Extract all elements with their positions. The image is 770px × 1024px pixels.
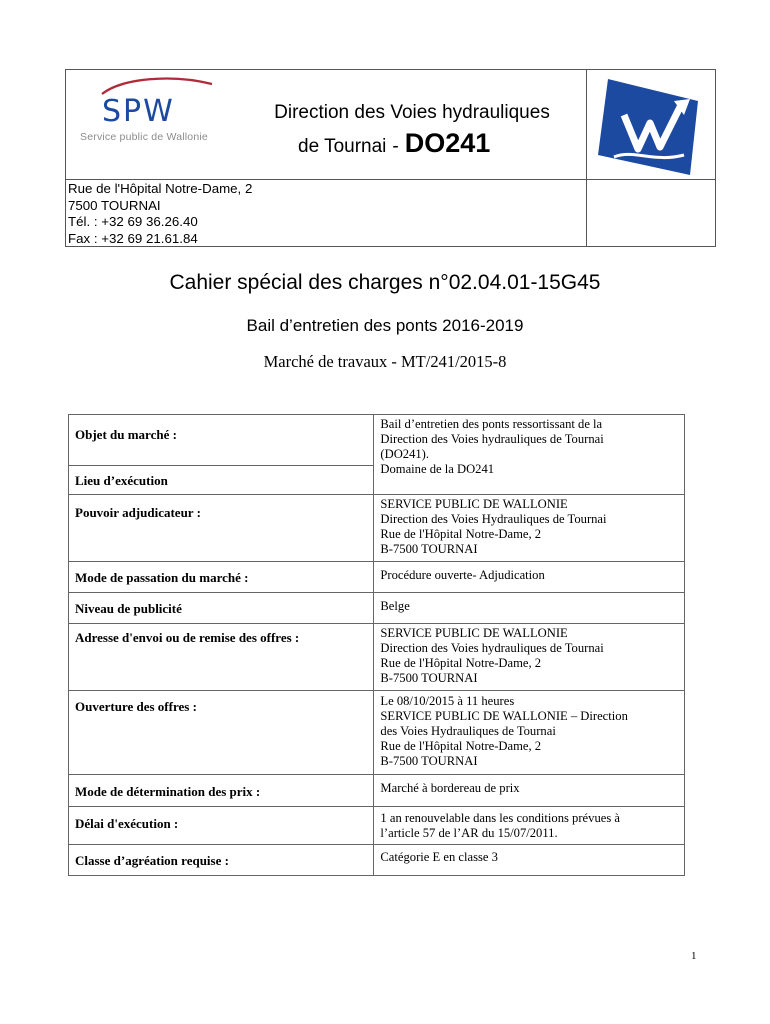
row-value (374, 593, 684, 614)
table-key-cell (69, 775, 374, 807)
address-phone: Tél. : +32 69 36.26.40 (68, 214, 198, 229)
table-value-cell (374, 495, 685, 562)
table-key-cell (69, 691, 374, 775)
spw-logo-icon (72, 76, 238, 132)
value-line: Direction des Voies hydrauliques de Tournai (380, 641, 604, 655)
document-subtitle: Bail d’entretien des ponts 2016-2019 (246, 316, 524, 335)
row-value (374, 845, 684, 865)
table-value-cell (374, 562, 685, 593)
row-value (374, 624, 684, 686)
table-row (69, 562, 685, 593)
page-number: 1 (691, 950, 697, 962)
value-line: SERVICE PUBLIC DE WALLONIE (380, 497, 568, 511)
spw-logo (72, 76, 238, 156)
table-key-cell (69, 415, 374, 466)
spw-logo-tagline: Service public de Wallonie (80, 131, 208, 143)
table-row (69, 593, 685, 624)
value-line: Bail d’entretien des ponts ressortissant de la (380, 417, 603, 431)
row-label: Mode de passation du marché : (75, 570, 249, 585)
value-line: Rue de l'Hôpital Notre-Dame, 2 (380, 739, 542, 753)
direction-title: Direction des Voies hydrauliques (274, 102, 550, 123)
row-value (374, 562, 684, 583)
address-fax: Fax : +32 69 21.61.84 (68, 230, 198, 246)
row-value (374, 415, 684, 477)
table-key-cell (69, 495, 374, 562)
table-row (69, 624, 685, 691)
row-label: Pouvoir adjudicateur : (75, 505, 201, 520)
row-value (374, 775, 684, 796)
table-row (69, 775, 685, 807)
document-title: Cahier spécial des charges n°02.04.01-15G45 (169, 271, 601, 294)
table-value-cell (374, 775, 685, 807)
row-label: Adresse d'envoi ou de remise des offres : (75, 630, 300, 645)
value-line: Rue de l'Hôpital Notre-Dame, 2 (380, 656, 542, 670)
table-key-cell (69, 593, 374, 624)
value-line: SERVICE PUBLIC DE WALLONIE (380, 626, 568, 640)
value-line: Belge (380, 599, 410, 613)
value-line: 1 an renouvelable dans les conditions prévues à (380, 811, 620, 825)
table-key-cell (69, 845, 374, 876)
table-row (69, 845, 685, 876)
table-key-cell (69, 562, 374, 593)
wave-w-logo-icon (594, 71, 708, 179)
value-line: SERVICE PUBLIC DE WALLONIE – Direction (380, 709, 628, 723)
table-row (69, 415, 685, 466)
value-line: Rue de l'Hôpital Notre-Dame, 2 (380, 527, 542, 541)
row-label: Ouverture des offres : (75, 699, 197, 714)
value-line: Direction des Voies hydrauliques de Tournai (380, 432, 604, 446)
row-value (374, 495, 684, 557)
voies-hydrauliques-logo (594, 71, 708, 179)
row-label: Lieu d’exécution (75, 473, 168, 488)
table-row (69, 807, 685, 845)
row-label: Niveau de publicité (75, 601, 182, 616)
value-line: B-7500 TOURNAI (380, 542, 478, 556)
header-divider-vertical (586, 70, 587, 246)
table-key-cell (69, 807, 374, 845)
value-line: Le 08/10/2015 à 11 heures (380, 694, 515, 708)
value-line: Procédure ouverte- Adjudication (380, 568, 545, 582)
row-label: Objet du marché : (75, 427, 177, 442)
table-key-cell (69, 624, 374, 691)
value-line: Catégorie E en classe 3 (380, 850, 498, 864)
table-value-cell (374, 845, 685, 876)
spw-logo-letters: SPW (102, 94, 175, 129)
value-line: (DO241). (380, 447, 430, 461)
contact-address (68, 181, 252, 247)
row-value (374, 807, 684, 841)
row-label: Délai d'exécution : (75, 816, 179, 831)
row-value (374, 691, 684, 769)
direction-subtitle (298, 128, 490, 159)
table-value-cell (374, 593, 685, 624)
row-label: Classe d’agréation requise : (75, 853, 229, 868)
value-line: Domaine de la DO241 (380, 462, 495, 476)
value-line: des Voies Hydrauliques de Tournai (380, 724, 556, 738)
table-row (69, 495, 685, 562)
value-line: B-7500 TOURNAI (380, 754, 478, 768)
contract-reference: Marché de travaux - MT/241/2015-8 (263, 352, 507, 371)
table-value-cell (374, 807, 685, 845)
contract-info-table (68, 414, 685, 876)
value-line: B-7500 TOURNAI (380, 671, 478, 685)
value-line: Marché à bordereau de prix (380, 781, 520, 795)
table-value-cell (374, 691, 685, 775)
address-street: Rue de l'Hôpital Notre-Dame, 2 (68, 181, 253, 196)
row-label: Mode de détermination des prix : (75, 784, 261, 799)
table-value-cell (374, 415, 685, 495)
direction-place: de Tournai (298, 136, 387, 157)
table-key-cell (69, 466, 374, 495)
direction-separator: - (392, 136, 399, 157)
address-city: 7500 TOURNAI (68, 197, 161, 213)
header-divider-horizontal (66, 179, 716, 180)
value-line: Direction des Voies Hydrauliques de Tournai (380, 512, 607, 526)
table-value-cell (374, 624, 685, 691)
direction-code: DO241 (404, 128, 491, 158)
value-line: l’article 57 de l’AR du 15/07/2011. (380, 826, 558, 840)
table-row (69, 691, 685, 775)
